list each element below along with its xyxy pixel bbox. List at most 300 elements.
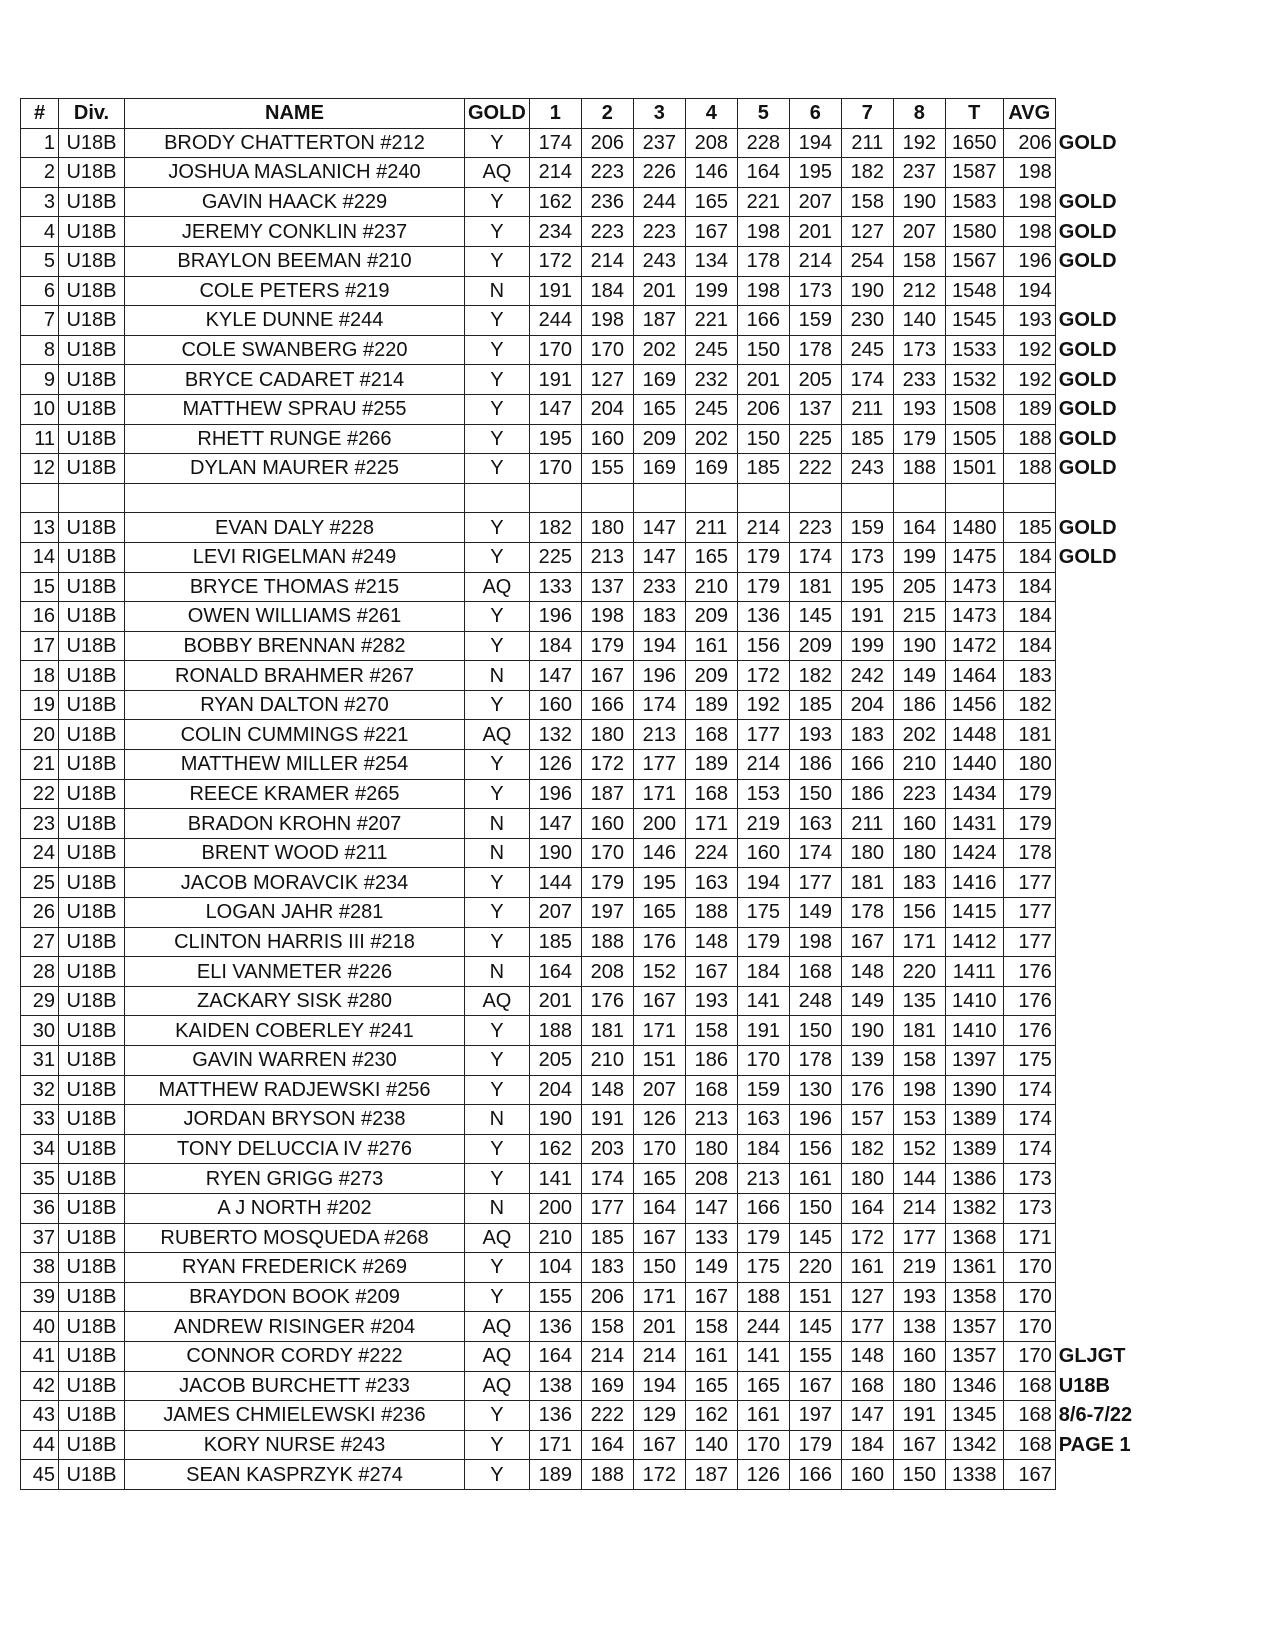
game-6-cell: 156 [789, 1134, 841, 1164]
average-cell: 173 [1003, 1193, 1055, 1223]
game-3-cell: 150 [633, 1253, 685, 1283]
game-2-cell: 184 [581, 276, 633, 306]
gold-status-cell: N [465, 838, 530, 868]
game-1-cell: 205 [529, 1046, 581, 1076]
game-4-cell: 224 [685, 838, 737, 868]
total-cell: 1475 [945, 542, 1003, 572]
side-note-cell: GOLD [1058, 220, 1117, 243]
game-2-cell: 183 [581, 1253, 633, 1283]
average-cell: 168 [1003, 1401, 1055, 1431]
total-cell: 1382 [945, 1193, 1003, 1223]
game-8-cell: 210 [893, 750, 945, 780]
total-cell: 1410 [945, 1016, 1003, 1046]
game-6-cell: 207 [789, 187, 841, 217]
game-4-cell: 165 [685, 1371, 737, 1401]
average-cell: 198 [1003, 158, 1055, 188]
bowler-name-cell: CONNOR CORDY #222 [125, 1341, 465, 1371]
division-cell: U18B [59, 542, 125, 572]
table-row [21, 572, 1151, 602]
game-7-cell: 173 [841, 542, 893, 572]
game-5-cell: 170 [737, 1430, 789, 1460]
game-5-cell: 160 [737, 838, 789, 868]
total-cell: 1650 [945, 128, 1003, 158]
table-row [21, 128, 1151, 158]
division-cell [59, 483, 125, 513]
game-6-cell: 179 [789, 1430, 841, 1460]
rank-cell: 6 [21, 276, 59, 306]
game-3-cell: 201 [633, 276, 685, 306]
total-cell: 1361 [945, 1253, 1003, 1283]
game-1-cell: 174 [529, 128, 581, 158]
game-3-cell: 243 [633, 246, 685, 276]
average-cell: 192 [1003, 365, 1055, 395]
game-3-cell: 165 [633, 898, 685, 928]
table-row [21, 1401, 1151, 1431]
rank-cell: 34 [21, 1134, 59, 1164]
total-cell: 1532 [945, 365, 1003, 395]
game-4-cell: 165 [685, 187, 737, 217]
table-row [21, 1105, 1151, 1135]
table-row [21, 602, 1151, 632]
game-8-cell: 192 [893, 128, 945, 158]
game-8-cell: 179 [893, 424, 945, 454]
game-3-cell: 171 [633, 1016, 685, 1046]
total-cell: 1473 [945, 602, 1003, 632]
game-7-cell: 158 [841, 187, 893, 217]
side-note-cell [1055, 868, 1150, 898]
average-cell: 176 [1003, 957, 1055, 987]
side-note-cell [1055, 898, 1150, 928]
bowler-name-cell: MATTHEW RADJEWSKI #256 [125, 1075, 465, 1105]
game-6-cell: 177 [789, 868, 841, 898]
bowler-name-cell: A J NORTH #202 [125, 1193, 465, 1223]
game-8-cell: 167 [893, 1430, 945, 1460]
average-cell: 176 [1003, 1016, 1055, 1046]
bowler-name-cell: CLINTON HARRIS III #218 [125, 927, 465, 957]
bowler-name-cell: BRADON KROHN #207 [125, 809, 465, 839]
bowler-name-cell: REECE KRAMER #265 [125, 779, 465, 809]
game-7-cell: 185 [841, 424, 893, 454]
total-cell: 1480 [945, 513, 1003, 543]
game-4-cell: 210 [685, 572, 737, 602]
game-2-cell: 167 [581, 661, 633, 691]
game-2-cell: 206 [581, 128, 633, 158]
game-4-cell: 208 [685, 128, 737, 158]
division-cell: U18B [59, 809, 125, 839]
game-6-cell: 174 [789, 542, 841, 572]
bowler-name-cell: MATTHEW SPRAU #255 [125, 394, 465, 424]
game-4-cell: 180 [685, 1134, 737, 1164]
game-5-cell: 164 [737, 158, 789, 188]
total-cell: 1580 [945, 217, 1003, 247]
game-2-cell: 188 [581, 927, 633, 957]
average-cell: 170 [1003, 1341, 1055, 1371]
game-7-cell: 174 [841, 365, 893, 395]
game-4-cell: 211 [685, 513, 737, 543]
game-3-cell: 147 [633, 513, 685, 543]
game-4-cell: 221 [685, 306, 737, 336]
rank-cell: 4 [21, 217, 59, 247]
rank-cell: 43 [21, 1401, 59, 1431]
gold-status-cell: Y [465, 1253, 530, 1283]
game-1-cell: 190 [529, 1105, 581, 1135]
total-cell: 1345 [945, 1401, 1003, 1431]
table-row [21, 1134, 1151, 1164]
game-3-cell: 174 [633, 690, 685, 720]
table-row [21, 957, 1151, 987]
game-6-cell: 174 [789, 838, 841, 868]
game-1-cell: 162 [529, 1134, 581, 1164]
game-1-cell: 132 [529, 720, 581, 750]
table-row [21, 720, 1151, 750]
average-cell: 184 [1003, 572, 1055, 602]
table-row [21, 454, 1151, 484]
table-row [21, 542, 1151, 572]
header-game-1: 1 [529, 99, 581, 129]
game-4-cell [685, 483, 737, 513]
division-cell: U18B [59, 1282, 125, 1312]
side-note-cell [1055, 838, 1150, 868]
bowler-name-cell: JAMES CHMIELEWSKI #236 [125, 1401, 465, 1431]
table-row [21, 158, 1151, 188]
game-5-cell: 150 [737, 335, 789, 365]
bowler-name-cell: LEVI RIGELMAN #249 [125, 542, 465, 572]
rank-cell: 27 [21, 927, 59, 957]
average-cell: 206 [1003, 128, 1055, 158]
average-cell: 188 [1003, 454, 1055, 484]
table-row [21, 1075, 1151, 1105]
side-note-cell [1055, 1075, 1150, 1105]
rank-cell: 8 [21, 335, 59, 365]
side-note-cell [1055, 927, 1150, 957]
game-5-cell: 214 [737, 750, 789, 780]
total-cell: 1411 [945, 957, 1003, 987]
side-note-cell [1055, 1253, 1150, 1283]
division-cell: U18B [59, 720, 125, 750]
game-2-cell: 198 [581, 602, 633, 632]
gold-status-cell: Y [465, 1164, 530, 1194]
game-6-cell: 205 [789, 365, 841, 395]
rank-cell: 36 [21, 1193, 59, 1223]
game-2-cell: 170 [581, 838, 633, 868]
game-7-cell: 127 [841, 217, 893, 247]
game-5-cell: 163 [737, 1105, 789, 1135]
average-cell: 168 [1003, 1430, 1055, 1460]
average-cell [1003, 483, 1055, 513]
game-2-cell: 197 [581, 898, 633, 928]
game-8-cell: 215 [893, 602, 945, 632]
game-8-cell: 202 [893, 720, 945, 750]
gold-status-cell: Y [465, 335, 530, 365]
table-row [21, 986, 1151, 1016]
header-game-6: 6 [789, 99, 841, 129]
game-4-cell: 168 [685, 779, 737, 809]
division-cell: U18B [59, 750, 125, 780]
game-6-cell: 220 [789, 1253, 841, 1283]
game-8-cell: 223 [893, 779, 945, 809]
game-8-cell: 150 [893, 1460, 945, 1490]
game-5-cell: 188 [737, 1282, 789, 1312]
game-1-cell: 164 [529, 957, 581, 987]
gold-status-cell: Y [465, 454, 530, 484]
game-1-cell: 164 [529, 1341, 581, 1371]
gold-status-cell: Y [465, 1075, 530, 1105]
game-6-cell: 168 [789, 957, 841, 987]
average-cell: 196 [1003, 246, 1055, 276]
game-8-cell: 191 [893, 1401, 945, 1431]
game-5-cell: 166 [737, 1193, 789, 1223]
game-3-cell: 201 [633, 1312, 685, 1342]
total-cell: 1456 [945, 690, 1003, 720]
average-cell: 178 [1003, 838, 1055, 868]
game-7-cell: 148 [841, 957, 893, 987]
average-cell: 168 [1003, 1371, 1055, 1401]
header-div: Div. [59, 99, 125, 129]
game-7-cell: 182 [841, 158, 893, 188]
gold-status-cell: N [465, 1193, 530, 1223]
table-row [21, 1193, 1151, 1223]
division-cell: U18B [59, 158, 125, 188]
game-2-cell: 180 [581, 720, 633, 750]
game-8-cell [893, 483, 945, 513]
division-cell: U18B [59, 1223, 125, 1253]
game-8-cell: 152 [893, 1134, 945, 1164]
game-3-cell: 176 [633, 927, 685, 957]
division-cell: U18B [59, 661, 125, 691]
game-5-cell: 219 [737, 809, 789, 839]
game-2-cell: 187 [581, 779, 633, 809]
game-3-cell: 171 [633, 779, 685, 809]
game-7-cell: 182 [841, 1134, 893, 1164]
game-1-cell: 184 [529, 631, 581, 661]
game-6-cell: 198 [789, 927, 841, 957]
gold-status-cell [465, 483, 530, 513]
game-1-cell: 141 [529, 1164, 581, 1194]
game-8-cell: 144 [893, 1164, 945, 1194]
game-3-cell: 171 [633, 1282, 685, 1312]
game-3-cell: 207 [633, 1075, 685, 1105]
game-1-cell: 191 [529, 276, 581, 306]
gold-status-cell: Y [465, 246, 530, 276]
game-7-cell: 157 [841, 1105, 893, 1135]
game-2-cell: 158 [581, 1312, 633, 1342]
game-7-cell: 191 [841, 602, 893, 632]
division-cell: U18B [59, 602, 125, 632]
game-1-cell: 201 [529, 986, 581, 1016]
game-4-cell: 140 [685, 1430, 737, 1460]
gold-status-cell: Y [465, 542, 530, 572]
bowler-name-cell: RHETT RUNGE #266 [125, 424, 465, 454]
table-row [21, 1223, 1151, 1253]
table-row [21, 750, 1151, 780]
game-5-cell: 175 [737, 898, 789, 928]
total-cell: 1505 [945, 424, 1003, 454]
side-note-cell [1055, 661, 1150, 691]
game-5-cell: 194 [737, 868, 789, 898]
bowler-name-cell: ANDREW RISINGER #204 [125, 1312, 465, 1342]
game-6-cell: 173 [789, 276, 841, 306]
average-cell: 184 [1003, 542, 1055, 572]
game-2-cell: 148 [581, 1075, 633, 1105]
rank-cell: 39 [21, 1282, 59, 1312]
rank-cell: 44 [21, 1430, 59, 1460]
game-7-cell: 180 [841, 1164, 893, 1194]
game-1-cell: 190 [529, 838, 581, 868]
game-3-cell: 167 [633, 1223, 685, 1253]
game-8-cell: 164 [893, 513, 945, 543]
bowler-name-cell: BRYCE CADARET #214 [125, 365, 465, 395]
gold-status-cell: Y [465, 779, 530, 809]
division-cell: U18B [59, 276, 125, 306]
game-7-cell: 211 [841, 394, 893, 424]
side-note-cell [1055, 1046, 1150, 1076]
game-8-cell: 158 [893, 1046, 945, 1076]
division-cell: U18B [59, 128, 125, 158]
game-5-cell: 177 [737, 720, 789, 750]
game-1-cell: 162 [529, 187, 581, 217]
average-cell: 198 [1003, 217, 1055, 247]
table-row [21, 1282, 1151, 1312]
average-cell: 174 [1003, 1075, 1055, 1105]
header-avg: AVG [1003, 99, 1055, 129]
game-8-cell: 214 [893, 1193, 945, 1223]
header-game-8: 8 [893, 99, 945, 129]
division-cell: U18B [59, 424, 125, 454]
game-1-cell: 189 [529, 1460, 581, 1490]
game-7-cell: 180 [841, 838, 893, 868]
average-cell: 170 [1003, 1312, 1055, 1342]
division-cell: U18B [59, 957, 125, 987]
game-4-cell: 208 [685, 1164, 737, 1194]
game-7-cell: 186 [841, 779, 893, 809]
total-cell: 1357 [945, 1341, 1003, 1371]
rank-cell: 28 [21, 957, 59, 987]
rank-cell: 17 [21, 631, 59, 661]
game-5-cell: 179 [737, 572, 789, 602]
total-cell: 1545 [945, 306, 1003, 336]
game-3-cell: 169 [633, 454, 685, 484]
average-cell: 179 [1003, 809, 1055, 839]
division-cell: U18B [59, 1193, 125, 1223]
game-5-cell: 136 [737, 602, 789, 632]
gold-status-cell: Y [465, 690, 530, 720]
game-6-cell: 163 [789, 809, 841, 839]
rank-cell: 38 [21, 1253, 59, 1283]
game-7-cell: 149 [841, 986, 893, 1016]
game-2-cell: 160 [581, 809, 633, 839]
rank-cell: 42 [21, 1371, 59, 1401]
total-cell: 1472 [945, 631, 1003, 661]
side-note-cell [1055, 720, 1150, 750]
side-note-cell [1055, 602, 1150, 632]
bowler-name-cell: RYEN GRIGG #273 [125, 1164, 465, 1194]
game-3-cell: 169 [633, 365, 685, 395]
game-2-cell: 172 [581, 750, 633, 780]
game-7-cell: 160 [841, 1460, 893, 1490]
gold-status-cell: Y [465, 1016, 530, 1046]
game-6-cell [789, 483, 841, 513]
gold-status-cell: Y [465, 365, 530, 395]
bowler-name-cell: GAVIN WARREN #230 [125, 1046, 465, 1076]
bowler-name-cell [125, 483, 465, 513]
header-total: T [945, 99, 1003, 129]
total-cell: 1389 [945, 1105, 1003, 1135]
total-cell: 1533 [945, 335, 1003, 365]
side-note-cell [1055, 986, 1150, 1016]
side-note-cell: GOLD [1058, 457, 1117, 480]
rank-cell: 31 [21, 1046, 59, 1076]
gold-status-cell: Y [465, 1134, 530, 1164]
division-cell: U18B [59, 187, 125, 217]
game-1-cell: 155 [529, 1282, 581, 1312]
game-6-cell: 248 [789, 986, 841, 1016]
header-game-3: 3 [633, 99, 685, 129]
rank-cell: 40 [21, 1312, 59, 1342]
game-1-cell: 147 [529, 661, 581, 691]
division-cell: U18B [59, 1460, 125, 1490]
game-1-cell: 244 [529, 306, 581, 336]
game-7-cell: 148 [841, 1341, 893, 1371]
game-2-cell: 236 [581, 187, 633, 217]
table-row [21, 424, 1151, 454]
game-8-cell: 183 [893, 868, 945, 898]
game-1-cell: 214 [529, 158, 581, 188]
game-8-cell: 140 [893, 306, 945, 336]
gold-status-cell: Y [465, 631, 530, 661]
bowler-name-cell: DYLAN MAURER #225 [125, 454, 465, 484]
total-cell: 1567 [945, 246, 1003, 276]
bowler-name-cell: LOGAN JAHR #281 [125, 898, 465, 928]
game-1-cell: 147 [529, 394, 581, 424]
side-note-cell: GOLD [1058, 516, 1117, 539]
game-7-cell: 178 [841, 898, 893, 928]
game-2-cell: 127 [581, 365, 633, 395]
total-cell: 1448 [945, 720, 1003, 750]
table-row [21, 246, 1151, 276]
total-cell: 1583 [945, 187, 1003, 217]
division-cell: U18B [59, 898, 125, 928]
game-1-cell: 207 [529, 898, 581, 928]
game-3-cell: 194 [633, 631, 685, 661]
game-5-cell: 175 [737, 1253, 789, 1283]
side-note-cell: GOLD [1058, 546, 1117, 569]
table-row [21, 1371, 1151, 1401]
game-3-cell: 202 [633, 335, 685, 365]
game-4-cell: 167 [685, 957, 737, 987]
game-2-cell: 214 [581, 246, 633, 276]
average-cell: 180 [1003, 750, 1055, 780]
game-3-cell: 152 [633, 957, 685, 987]
gold-status-cell: N [465, 809, 530, 839]
game-1-cell: 185 [529, 927, 581, 957]
game-3-cell: 213 [633, 720, 685, 750]
game-3-cell: 237 [633, 128, 685, 158]
game-1-cell: 160 [529, 690, 581, 720]
game-8-cell: 190 [893, 187, 945, 217]
bowler-name-cell: JACOB BURCHETT #233 [125, 1371, 465, 1401]
game-4-cell: 167 [685, 1282, 737, 1312]
rank-cell: 12 [21, 454, 59, 484]
game-5-cell: 179 [737, 1223, 789, 1253]
game-5-cell: 170 [737, 1046, 789, 1076]
average-cell: 177 [1003, 898, 1055, 928]
rank-cell: 18 [21, 661, 59, 691]
side-note-cell [1055, 779, 1150, 809]
game-7-cell: 139 [841, 1046, 893, 1076]
bowler-name-cell: RYAN FREDERICK #269 [125, 1253, 465, 1283]
table-row [21, 276, 1151, 306]
game-5-cell: 178 [737, 246, 789, 276]
